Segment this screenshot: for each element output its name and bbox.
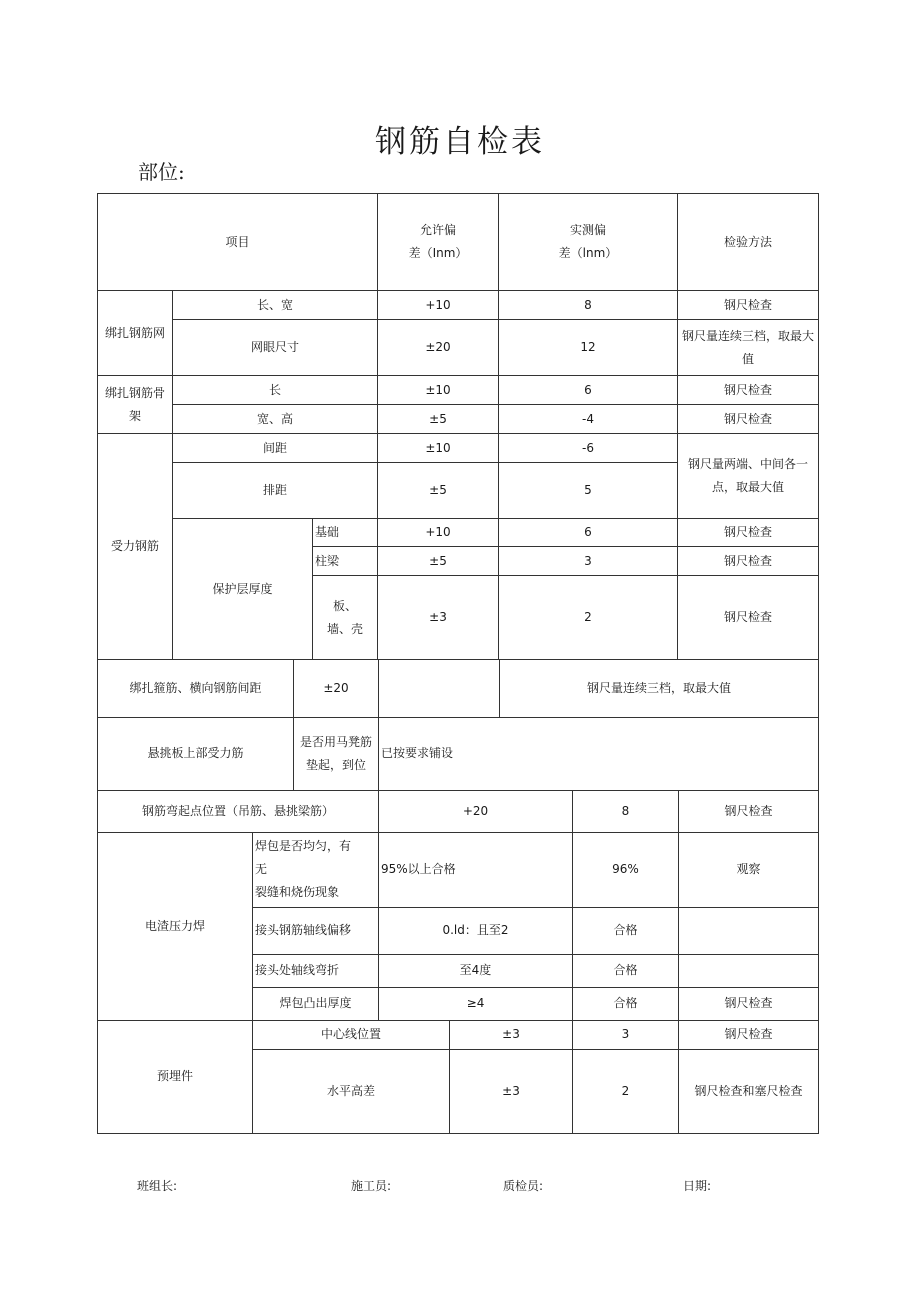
table-row <box>98 291 819 320</box>
row-item: 接头处轴线弯折 <box>253 954 379 987</box>
row-allowed: ±5 <box>378 463 499 519</box>
row-measured: 8 <box>499 291 678 320</box>
row-method: 钢尺检查 <box>678 376 819 405</box>
table-row <box>98 405 819 434</box>
row-method <box>679 907 819 954</box>
row-allowed: ±10 <box>378 376 499 405</box>
row-method: 钢尺检查 <box>679 1021 819 1050</box>
row-method: 钢尺检查 <box>678 576 819 660</box>
row-allowed: ±3 <box>450 1021 573 1050</box>
row-item: 长 <box>173 376 378 405</box>
row-method: 钢尺检查 <box>678 405 819 434</box>
row-allowed: 至4度 <box>379 954 573 987</box>
row-allowed: ±20 <box>294 660 379 717</box>
row-measured: 96% <box>573 833 679 907</box>
row-measured: 合格 <box>573 987 679 1020</box>
cover-sub: 柱梁 <box>313 547 378 576</box>
row-item: 绑扎箍筋、横向钢筋间距 <box>98 660 294 717</box>
row-allowed: ±10 <box>378 434 499 463</box>
row-item: 中心线位置 <box>253 1021 450 1050</box>
row-item: 水平高差 <box>253 1050 450 1134</box>
row-method: 钢尺检查 <box>679 791 819 833</box>
row-measured: 5 <box>499 463 678 519</box>
table-section-bend <box>97 791 819 834</box>
row-allowed: ±5 <box>378 405 499 434</box>
row-measured <box>379 660 500 717</box>
table-section-main <box>97 193 819 660</box>
row-allowed: ±5 <box>378 547 499 576</box>
table-row <box>98 660 819 717</box>
cover-sub: 板、 墙、壳 <box>313 576 378 660</box>
row-allowed: ≥4 <box>379 987 573 1020</box>
table-row <box>98 320 819 376</box>
header-allowed: 允许偏 差（Inm） <box>378 194 499 291</box>
group-label: 绑扎钢筋网 <box>98 291 173 376</box>
row-measured: 3 <box>573 1021 679 1050</box>
group-label: 绑扎钢筋骨 架 <box>98 376 173 434</box>
row-item: 长、宽 <box>173 291 378 320</box>
table-row <box>98 717 819 790</box>
header-method: 检验方法 <box>678 194 819 291</box>
row-measured: 12 <box>499 320 678 376</box>
row-item: 间距 <box>173 434 378 463</box>
row-item: 焊包是否均匀，有 无 裂缝和烧伤现象 <box>253 833 379 907</box>
row-method: 钢尺量连续三档，取最大 值 <box>678 320 819 376</box>
row-method <box>679 954 819 987</box>
row-measured: -4 <box>499 405 678 434</box>
group-label: 受力钢筋 <box>98 434 173 660</box>
inspection-table <box>97 193 818 1134</box>
row-allowed: +10 <box>378 519 499 547</box>
row-method: 观察 <box>679 833 819 907</box>
row-measured: 8 <box>573 791 679 833</box>
row-allowed: ±3 <box>378 576 499 660</box>
row-item: 焊包凸出厚度 <box>253 987 379 1020</box>
table-row <box>98 1021 819 1050</box>
table-row <box>98 791 819 833</box>
row-allowed: 0.ld：且至2 <box>379 907 573 954</box>
table-section-embedded <box>97 1021 819 1135</box>
row-method: 钢尺检查 <box>678 291 819 320</box>
location-label: 部位: <box>138 160 185 184</box>
header-item: 项目 <box>98 194 378 291</box>
table-row <box>98 434 819 463</box>
table-section-welding <box>97 833 819 1021</box>
row-measured: 6 <box>499 376 678 405</box>
page-title: 钢筋自检表 <box>375 124 545 160</box>
signature-date: 日期: <box>683 1179 712 1193</box>
row-allowed: 95%以上合格 <box>379 833 573 907</box>
row-item: 宽、高 <box>173 405 378 434</box>
signature-builder: 施工员: <box>351 1179 392 1193</box>
row-item: 悬挑板上部受力筋 <box>98 717 294 790</box>
row-item: 接头钢筋轴线偏移 <box>253 907 379 954</box>
row-allowed: +10 <box>378 291 499 320</box>
row-item: 钢筋弯起点位置（吊筋、悬挑梁筋） <box>98 791 379 833</box>
header-measured: 实测偏 差（lnm） <box>499 194 678 291</box>
row-measured: 3 <box>499 547 678 576</box>
signature-leader: 班组长: <box>137 1179 178 1193</box>
row-measured: 合格 <box>573 954 679 987</box>
row-measured: -6 <box>499 434 678 463</box>
group-label: 电渣压力焊 <box>98 833 253 1020</box>
row-method: 钢尺量连续三档，取最大值 <box>500 660 819 717</box>
row-method: 钢尺检查 <box>678 547 819 576</box>
group-label: 预埋件 <box>98 1021 253 1134</box>
row-answer: 已按要求铺设 <box>379 717 819 790</box>
row-method: 钢尺检查 <box>679 987 819 1020</box>
cover-label: 保护层厚度 <box>173 519 313 660</box>
row-method: 钢尺检查 <box>678 519 819 547</box>
cover-sub: 基础 <box>313 519 378 547</box>
row-item: 网眼尺寸 <box>173 320 378 376</box>
row-method: 钢尺量两端、中间各一 点，取最大值 <box>678 434 819 519</box>
row-question: 是否用马凳筋 垫起，到位 <box>294 717 379 790</box>
header-row <box>98 194 819 291</box>
table-section-stirrup <box>97 660 819 791</box>
table-row <box>98 376 819 405</box>
signature-inspector: 质检员: <box>503 1179 544 1193</box>
table-row <box>98 519 819 547</box>
row-method: 钢尺检查和塞尺检查 <box>679 1050 819 1134</box>
row-measured: 合格 <box>573 907 679 954</box>
row-allowed: +20 <box>379 791 573 833</box>
row-item: 排距 <box>173 463 378 519</box>
row-allowed: ±20 <box>378 320 499 376</box>
row-measured: 2 <box>499 576 678 660</box>
table-row <box>98 833 819 907</box>
row-measured: 6 <box>499 519 678 547</box>
row-allowed: ±3 <box>450 1050 573 1134</box>
row-measured: 2 <box>573 1050 679 1134</box>
